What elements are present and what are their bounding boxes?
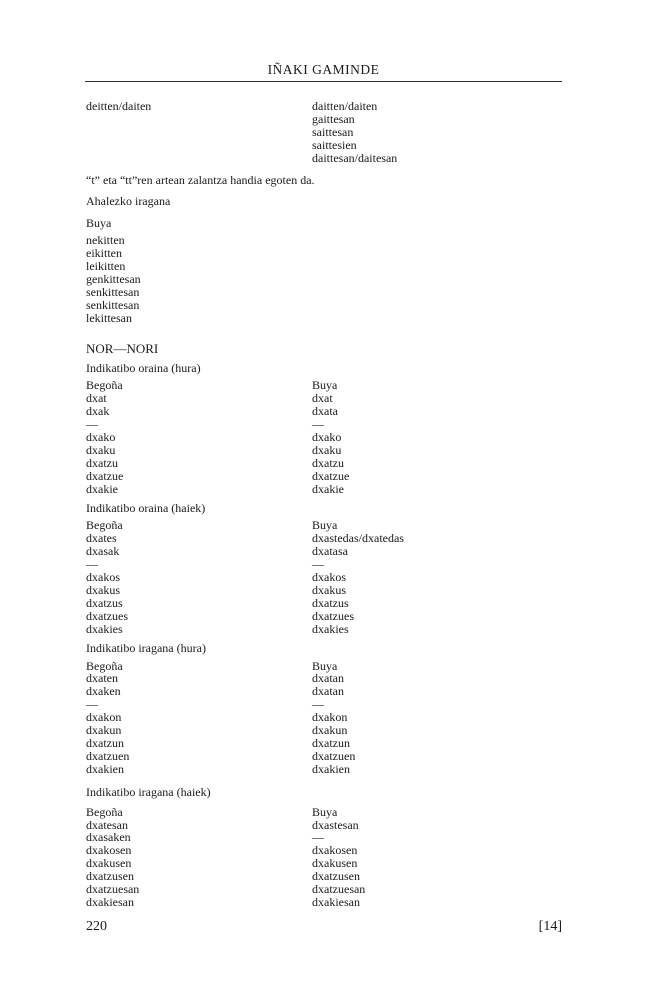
form-line: dxakosen [312, 843, 358, 858]
form-line: — [86, 697, 98, 712]
ahalezko-line: Buya [86, 216, 112, 231]
top-left-line: deitten/daiten [86, 99, 152, 113]
form-line: dxakosen [86, 843, 132, 858]
page-footer [86, 919, 562, 935]
form-line: dxakus [312, 583, 346, 597]
form-line: dxakus [86, 583, 120, 597]
form-line: Begoña [86, 518, 123, 533]
form-line: — [86, 557, 98, 572]
form-line: dxakien [312, 761, 350, 776]
form-line: dxaten [86, 671, 118, 686]
top-right-line: gaittesan [312, 111, 355, 126]
begona-column [86, 519, 312, 635]
form-line: dxastesan [312, 817, 359, 832]
section-title: Indikatibo iragana (haiek) [86, 784, 211, 799]
ahalezko-line: genkittesan [86, 271, 141, 286]
top-right-line: saittesan [312, 124, 354, 139]
form-line: dxatzu [86, 455, 118, 470]
begona-column [86, 379, 312, 495]
form-line: dxako [86, 430, 116, 445]
form-line: dxasaken [86, 830, 131, 845]
begona-column [86, 806, 312, 909]
form-line: Buya [312, 658, 338, 673]
ahalezko-title: Ahalezko iragana [86, 194, 171, 209]
page-number: 220 [86, 919, 107, 934]
form-line: dxakiesan [86, 894, 134, 909]
buya-column [312, 660, 562, 776]
form-line: dxatzus [86, 595, 123, 610]
form-line: Begoña [86, 658, 123, 673]
form-line: dxatzues [312, 608, 354, 623]
section-title: Indikatibo iragana (hura) [86, 640, 206, 655]
form-line: — [86, 417, 98, 432]
form-line: dxakies [312, 621, 349, 636]
form-line: dxatzuen [86, 748, 130, 763]
form-line: dxat [312, 391, 333, 406]
ahalezko-list [86, 217, 562, 324]
begona-column [86, 660, 312, 776]
form-line: — [312, 697, 324, 712]
form-line: dxako [312, 430, 342, 445]
conjugation-table [86, 806, 562, 909]
ahalezko-line: senkittesan [86, 284, 140, 299]
form-line: Buya [312, 804, 338, 819]
form-line: dxatzuen [312, 748, 356, 763]
form-line: dxakie [312, 481, 344, 496]
form-line: — [312, 417, 324, 432]
top-right-column [312, 100, 562, 165]
form-line: dxates [86, 531, 117, 546]
top-right-line: saittesien [312, 137, 357, 152]
form-line: dxakiesan [312, 894, 360, 909]
form-line: dxatzun [86, 735, 124, 750]
conjugation-table [86, 660, 562, 776]
form-line: Begoña [86, 378, 123, 393]
buya-column [312, 806, 562, 909]
form-line: dxatesan [86, 817, 128, 832]
nor-nori-heading: NOR—NORI [86, 340, 159, 356]
form-line: dxakie [86, 481, 118, 496]
form-line: dxakies [86, 621, 123, 636]
form-line: dxatzusen [86, 869, 134, 884]
form-line: dxakun [312, 723, 348, 738]
ahalezko-line: eikitten [86, 246, 122, 261]
note-paragraph: “t” eta “tt”ren artean zalantza handia egoten da. [86, 172, 315, 187]
form-line: — [312, 557, 324, 572]
form-line: dxatzues [86, 608, 128, 623]
top-right-line: daitten/daiten [312, 99, 378, 113]
form-line: dxaku [312, 442, 342, 457]
form-line: Buya [312, 518, 338, 533]
form-line: dxasak [86, 544, 120, 559]
top-conjugation-block [86, 100, 562, 165]
form-line: dxak [86, 404, 110, 419]
form-line: dxakon [312, 710, 348, 725]
section-title: Indikatibo oraina (hura) [86, 360, 201, 375]
form-line: dxatzue [312, 468, 350, 483]
form-line: dxatan [312, 671, 344, 686]
form-line: dxatzuesan [312, 882, 366, 897]
form-line: dxatzusen [312, 869, 360, 884]
header-rule [85, 81, 562, 82]
form-line: dxatzu [312, 455, 344, 470]
conjugation-table [86, 379, 562, 495]
ahalezko-line: senkittesan [86, 297, 140, 312]
form-line: dxaken [86, 684, 121, 699]
form-line: Buya [312, 378, 338, 393]
form-line: dxastedas/dxatedas [312, 531, 404, 546]
form-line: dxatzue [86, 468, 124, 483]
ahalezko-line: lekittesan [86, 310, 132, 325]
form-line: — [312, 830, 324, 845]
form-line: Begoña [86, 804, 123, 819]
form-line: dxata [312, 404, 338, 419]
form-line: dxakusen [86, 856, 132, 871]
form-line: dxakos [86, 570, 120, 585]
form-line: dxakun [86, 723, 122, 738]
form-line: dxatzus [312, 595, 349, 610]
buya-column [312, 519, 562, 635]
form-line: dxaku [86, 442, 116, 457]
top-right-line: daittesan/daitesan [312, 150, 398, 165]
form-line: dxat [86, 391, 107, 406]
form-line: dxatasa [312, 544, 348, 559]
form-line: dxatan [312, 684, 344, 699]
section-title: Indikatibo oraina (haiek) [86, 500, 206, 515]
bracket-number: [14] [538, 919, 562, 934]
form-line: dxakos [312, 570, 346, 585]
running-header: IÑAKI GAMINDE [267, 62, 380, 77]
form-line: dxatzuesan [86, 882, 140, 897]
form-line: dxakon [86, 710, 122, 725]
page-content [86, 100, 562, 909]
form-line: dxatzun [312, 735, 350, 750]
top-left-column [86, 100, 312, 165]
form-line: dxakien [86, 761, 124, 776]
ahalezko-line: nekitten [86, 233, 125, 248]
ahalezko-line: leikitten [86, 259, 126, 274]
buya-column [312, 379, 562, 495]
form-line: dxakusen [312, 856, 358, 871]
conjugation-table [86, 519, 562, 635]
